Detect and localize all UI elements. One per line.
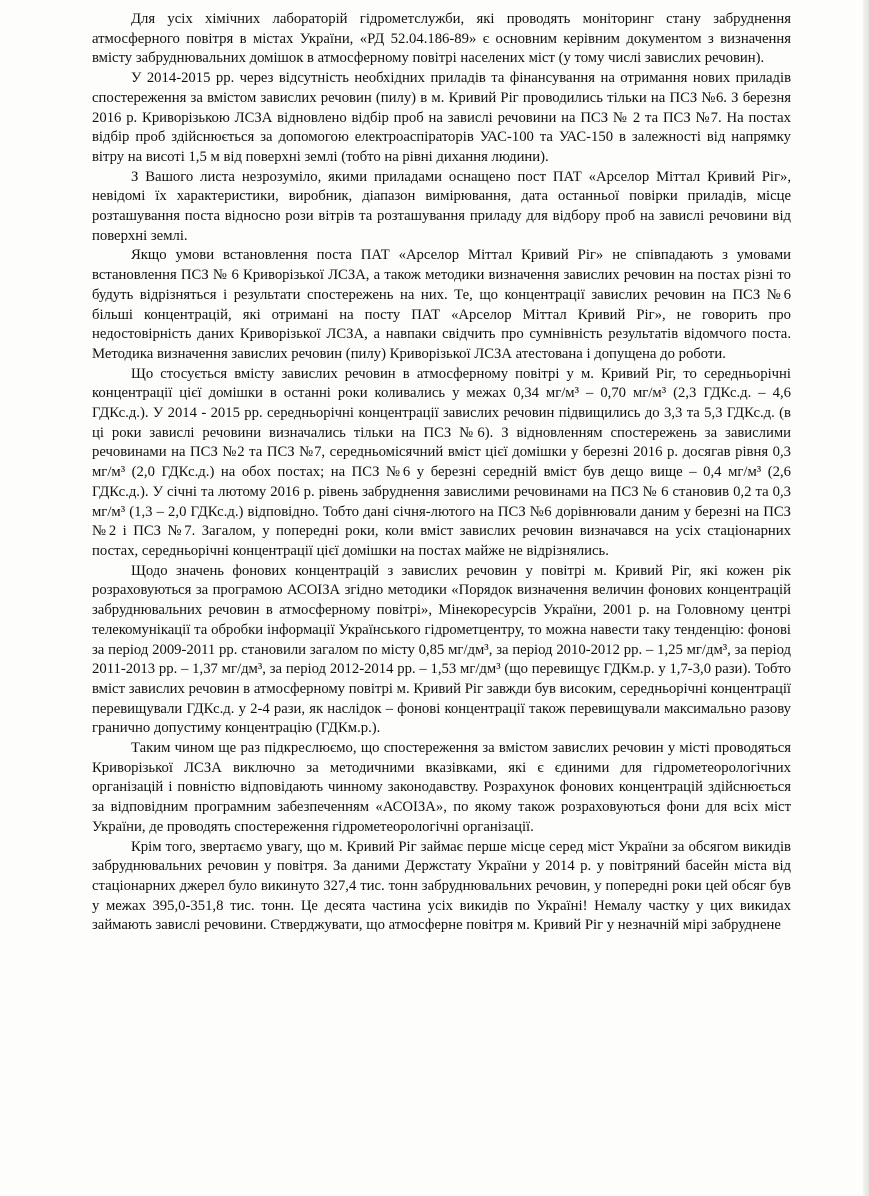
paragraph-conclusion-methodology: Таким чином ще раз підкреслюємо, що спостереження за вмістом завислих речовин у місті проводяться Криворізької ЛСЗА виключно за методичними вказівками, які є єдиними для гідрометеорологічних організацій і повністю відповідають чинному законодавству. Розрахунок фонових концентрацій здійснюється за відповідним програмним забезпеченням «АСОІЗА», по якому також розраховуються фони для всіх міст України, де проводять спостереження гідрометеорологічні організації. [92, 740, 791, 835]
paragraph-guidance-document: Для усіх хімічних лабораторій гідрометслужби, які проводять моніторинг стану забруднення атмосферного повітря в містах України, «РД 52.04.186-89» є основним керівним документом з визначення вмісту забруднювальних домішок в атмосферному повітрі населених міст (у тому числі завислих речовин). [92, 11, 791, 67]
paragraph-suspended-matter-content: Що стосується вмісту завислих речовин в атмосферному повітрі у м. Кривий Ріг, то середньорічні концентрації цієї домішки в останні роки коливались у межах 0,34 мг/м³ – 0,70 мг/м³ (2,3 ГДКс.д. – 4,6 ГДКс.д.). У 2014 - 2015 рр. середньорічні концентрації завислих речовин підвищились до 3,3 та 5,3 ГДКс.д. (в ці роки завислі речовини визначались тільки на ПСЗ №6). З відновленням спостережень за завислими речовинами на ПСЗ №2 та ПСЗ №7, середньомісячний вміст цієї домішки у березні 2016 р. досягав рівня 0,3 мг/м³ (2,0 ГДКс.д.) на обох постах; на ПСЗ №6 у березні середній вміст був дещо вище – 0,4 мг/м³ (2,6 ГДКс.д.). У січні та лютому 2016 р. рівень забруднення завислими речовинами на ПСЗ № 6 становив 0,2 та 0,3 мг/м³ (1,3 – 2,0 ГДКс.д.) відповідно. Тобто дані січня-лютого на ПСЗ №6 дорівнювали даним у березні на ПСЗ №2 і ПСЗ №7. Загалом, у попередні роки, коли вміст завислих речовин визначався на усіх стаціонарних постах, середньорічні концентрації цієї домішки на постах майже не відрізнялись. [92, 365, 791, 559]
paragraph-arcelor-post-unclear: З Вашого листа незрозуміло, якими приладами оснащено пост ПАТ «Арселор Міттал Кривий Ріг», невідомі їх характеристики, виробник, діапазон вимірювання, дата останньої повірки приладів, місце розташування поста відносно рози вітрів та розташування приладу для відбору проб на завислі речовини від поверхні землі. [92, 168, 791, 244]
paragraph-emissions-volume: Крім того, звертаємо увагу, що м. Кривий Ріг займає перше місце серед міст України за обсягом викидів забруднювальних речовин у повітря. За даними Держстату України у 2014 р. у повітряний басейн міста від стаціонарних джерел було викинуто 327,4 тис. тонн забруднювальних речовин, у попередні роки цей обсяг був у межах 395,0-351,8 тис. тонн. Це десята частина усіх викидів по Україні! Немалу частку у цих викидах займають завислі речовини. Стверджувати, що атмосферне повітря м. Кривий Ріг у незначній мірі забруднене [92, 838, 791, 934]
paragraph-background-concentrations: Щодо значень фонових концентрацій з завислих речовин у повітрі м. Кривий Ріг, які кожен рік розраховуються за програмою АСОІЗА згідно методики «Порядок визначення величин фонових концентрацій забруднювальних речовин в атмосферному повітрі», Мінекоресурсів України, 2001 р. на Головному центрі телекомунікації та обробки інформації Українського гідрометцентру, то можна навести таку тенденцію: фонові за період 2009-2011 рр. становили загалом по місту 0,85 мг/дм³, за період 2010-2012 рр. – 1,25 мг/дм³, за період 2011-2013 рр. – 1,37 мг/дм³, за період 2012-2014 рр. – 1,53 мг/дм³ (що перевищує ГДКм.р. у 1,7-3,0 рази). Тобто вміст завислих речовин в атмосферному повітрі м. Кривий Ріг завжди був високим, середньорічні концентрації перевищували ГДКс.д. у 2-4 рази, як наслідок – фонові концентрації також перевищували максимально разову гранично допустиму концентрацію (ГДКм.р.). [92, 562, 791, 737]
paragraph-monitoring-posts: У 2014-2015 рр. через відсутність необхідних приладів та фінансування на отримання нових приладів спостереження за вмістом завислих речовин (пилу) в м. Кривий Ріг проводились тільки на ПСЗ №6. З березня 2016 р. Криворізькою ЛСЗА відновлено відбір проб на завислі речовини на ПСЗ № 2 та ПСЗ №7. На постах відбір проб здійснюється за допомогою електроаспіраторів УАС-100 та УАС-150 в залежності від напрямку вітру на висоті 1,5 м від поверхні землі (тобто на рівні дихання людини). [92, 70, 791, 165]
paragraph-installation-conditions: Якщо умови встановлення поста ПАТ «Арселор Міттал Кривий Ріг» не співпадають з умовами встановлення ПСЗ № 6 Криворізької ЛСЗА, а також методики визначення завислих речовин на постах різні то будуть відрізняться і результати спостережень на них. Те, що концентрації завислих речовин на ПСЗ №6 більші концентрацій, які отримані на посту ПАТ «Арселор Міттал Кривий Ріг», не говорить про недостовірність даних Криворізької ЛСЗА, а навпаки свідчить про сумнівність результатів відомчого поста. Методика визначення завислих речовин (пилу) Криворізької ЛСЗА атестована і допущена до роботи. [92, 247, 791, 362]
paper-edge [863, 0, 869, 1196]
